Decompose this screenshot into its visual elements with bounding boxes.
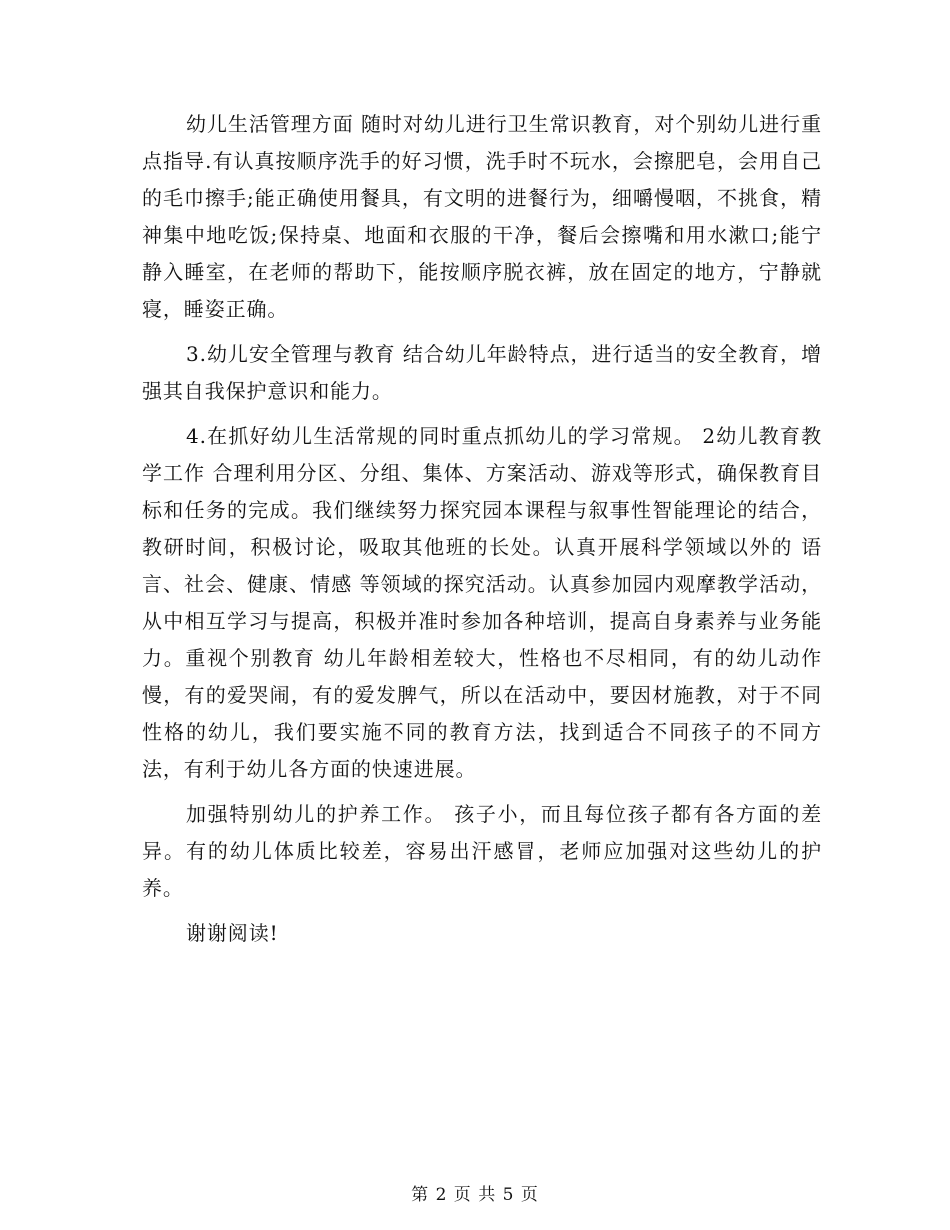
paragraph-special-care: 加强特别幼儿的护养工作。 孩子小，而且每位孩子都有各方面的差异。有的幼儿体质比较差，容易出汗感冒，老师应加强对这些幼儿的护养。 (142, 802, 822, 900)
document-body (142, 106, 822, 952)
paragraph-safety-education: 3.幼儿安全管理与教育 结合幼儿年龄特点，进行适当的安全教育，增强其自我保护意识和能力。 (142, 342, 822, 403)
page-number-footer: 第 2 页 共 5 页 (411, 1185, 539, 1205)
paragraph-life-management: 幼儿生活管理方面 随时对幼儿进行卫生常识教育，对个别幼儿进行重点指导.有认真按顺序洗手的好习惯，洗手时不玩水，会擦肥皂，会用自己的毛巾擦手;能正确使用餐具，有文明的进餐行为，细嚼慢咽，不挑食，精神集中地吃饭;保持桌、地面和衣服的干净，餐后会擦嘴和用水漱口;能宁静入睡室，在老师的帮助下，能按顺序脱衣裤，放在固定的地方，宁静就寝，睡姿正确。 (142, 112, 822, 321)
paragraph-learning-routine: 4.在抓好幼儿生活常规的同时重点抓幼儿的学习常规。 2幼儿教育教学工作 合理利用分区、分组、集体、方案活动、游戏等形式，确保教育目标和任务的完成。我们继续努力探究园本课程与叙事性智能理论的结合，教研时间，积极讨论，吸取其他班的长处。认真开展科学领域以外的 语言、社会、健康、情感 等领域的探究活动。认真参加园内观摩教学活动，从中相互学习与提高，积极并准时参加各种培训，提高自身素养与业务能力。重视个别教育 幼儿年龄相差较大，性格也不尽相同，有的幼儿动作慢，有的爱哭闹，有的爱发脾气，所以在活动中，要因材施教，对于不同性格的幼儿，我们要实施不同的教育方法，找到适合不同孩子的不同方法，有利于幼儿各方面的快速进展。 (142, 424, 822, 781)
paragraph-thanks: 谢谢阅读! (186, 921, 279, 945)
